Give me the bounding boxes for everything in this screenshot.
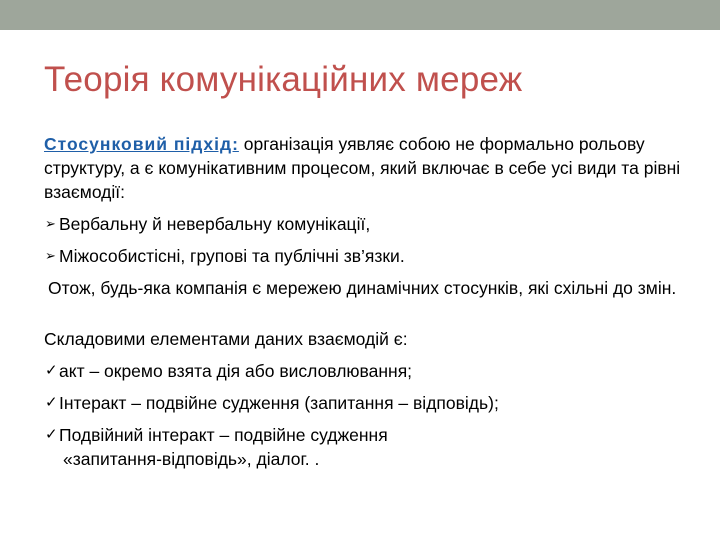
list-item-text: Інтеракт – подвійне судження (запитання – відповідь); (59, 393, 499, 413)
list-item (44, 212, 684, 236)
list-item-text: Вербальну й невербальну комунікації, (59, 214, 371, 234)
intro-paragraph (44, 132, 684, 204)
checkmark-bullet-icon: ✓ (45, 362, 58, 379)
list-item-text: Міжособистісні, групові та публічні зв’язки. (59, 246, 405, 266)
conclusion-text: Отож, будь-яка компанія є мережею динамічних стосунків, які схільні до змін. (48, 278, 677, 298)
checkmark-bullet-icon: ✓ (45, 426, 58, 443)
elements-heading: Складовими елементами даних взаємодій є: (44, 329, 408, 349)
slide-content (44, 132, 684, 479)
intro-text: організація уявляє собою не формально рольову структуру, а є комунікативним процесом, який включає в себе усі види та рівні взаємодії: (44, 134, 681, 202)
slide-title: Теорія комунікаційних мереж (44, 60, 523, 99)
spacer (44, 308, 684, 327)
list-item (44, 244, 684, 268)
list-item (44, 391, 684, 415)
list-item-text-continued: «запитання-відповідь», діалог. . (63, 449, 320, 469)
checkmark-bullet-icon: ✓ (45, 394, 58, 411)
top-decorative-bar (0, 0, 720, 30)
arrow-bullet-icon: ➢ (45, 248, 56, 263)
list-item-text: акт – окремо взята дія або висловлювання; (59, 361, 413, 381)
intro-term: Стосунковий підхід: (44, 134, 239, 154)
arrow-bullet-icon: ➢ (45, 216, 56, 231)
conclusion-paragraph (44, 276, 684, 300)
list-item-text: Подвійний інтеракт – подвійне судження (59, 425, 388, 445)
list-item (44, 423, 684, 471)
list-item (44, 359, 684, 383)
